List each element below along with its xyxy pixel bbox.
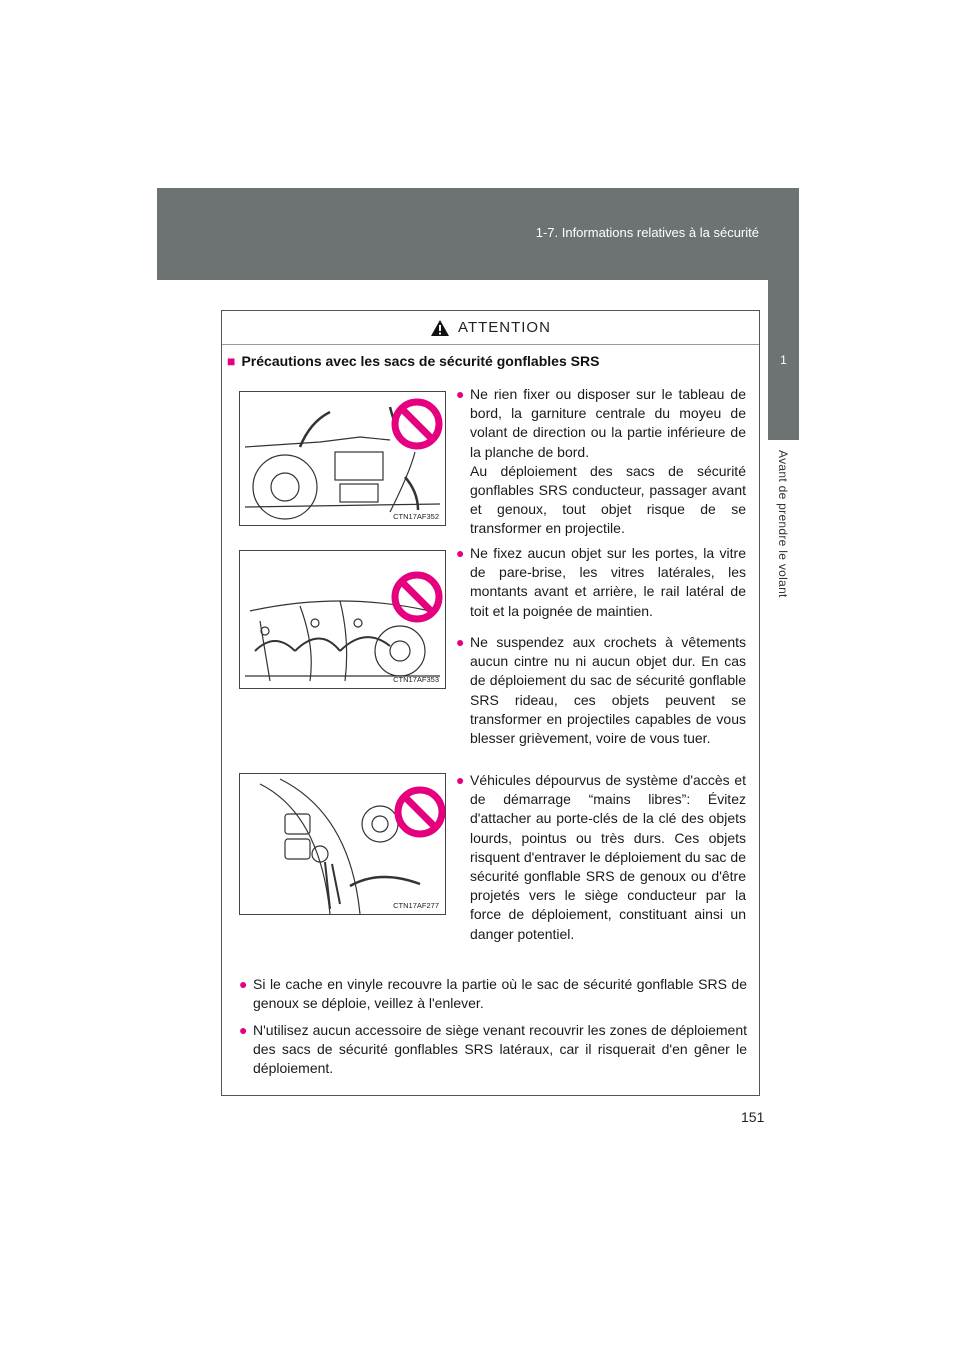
circle-bullet-icon: ● bbox=[456, 545, 465, 561]
keys-illustration bbox=[240, 774, 445, 914]
chapter-number: 1 bbox=[780, 353, 787, 367]
doors-illustration bbox=[240, 551, 445, 688]
list-item: ● N'utilisez aucun accessoire de siège venant recouvrir les zones de déploiement des sacs de sécurité gonflables SRS latéraux, car il risquerait d'en gêner le déploiement. bbox=[239, 1022, 747, 1077]
figure-dashboard bbox=[239, 391, 446, 526]
figure-keys bbox=[239, 773, 446, 915]
figure-code: CTN17AF277 bbox=[393, 901, 439, 910]
square-bullet-icon: ■ bbox=[227, 353, 236, 369]
list-item: ● Ne rien fixer ou disposer sur le tableau de bord, la garniture centrale du moyeu de volant de direction ou la partie inférieure de la planche de bord. Au déploiement des sacs de sécurité gonflables SRS conducteur, passager avant et genoux, tout objet risque de se transformer en projectile. bbox=[456, 386, 746, 537]
warning-header bbox=[222, 311, 759, 345]
header-band bbox=[157, 188, 799, 280]
chapter-label: Avant de prendre le volant bbox=[776, 450, 790, 598]
circle-bullet-icon: ● bbox=[456, 772, 465, 788]
section-heading bbox=[227, 353, 599, 369]
circle-bullet-icon: ● bbox=[456, 634, 465, 650]
section-heading-text: Précautions avec les sacs de sécurité gonflables SRS bbox=[241, 353, 600, 369]
list-item: ● Véhicules dépourvus de système d'accès et de démarrage “mains libres”: Évitez d'attacher au porte-clés de la clé des objets lourds, pointus ou très durs. Ces objets risquent d'entraver le déploiement du sac de sécurité gonflable SRS de genoux ou d'être projetés vers le siège conducteur par la force de déploiement, constituant ainsi un danger potentiel. bbox=[456, 772, 746, 942]
list-item: ● Si le cache en vinyle recouvre la partie où le sac de sécurité gonflable SRS de genoux se déploie, veillez à l'enlever. bbox=[239, 976, 747, 1012]
list-item: ● Ne fixez aucun objet sur les portes, la vitre de pare-brise, les vitres latérales, les montants avant et arrière, le rail latéral de toit et la poignée de maintien. bbox=[456, 545, 746, 619]
circle-bullet-icon: ● bbox=[239, 1022, 248, 1038]
warning-box bbox=[221, 310, 760, 1096]
circle-bullet-icon: ● bbox=[456, 386, 465, 402]
figure-doors bbox=[239, 550, 446, 689]
chapter-tab bbox=[768, 280, 799, 440]
figure-code: CTN17AF352 bbox=[393, 512, 439, 521]
section-title: 1-7. Informations relatives à la sécurité bbox=[535, 225, 759, 240]
warning-triangle-icon bbox=[430, 319, 450, 337]
list-item: ● Ne suspendez aux crochets à vêtements aucun cintre nu ni aucun objet dur. En cas de déploiement du sac de sécurité gonflable SRS rideau, ces objets peuvent se transformer en projectiles capables de vous blesser grièvement, voire de vous tuer. bbox=[456, 634, 746, 747]
warning-label: ATTENTION bbox=[458, 319, 551, 336]
figure-code: CTN17AF353 bbox=[393, 675, 439, 684]
page-number: 151 bbox=[741, 1109, 765, 1125]
circle-bullet-icon: ● bbox=[239, 976, 248, 992]
dashboard-illustration bbox=[240, 392, 445, 525]
